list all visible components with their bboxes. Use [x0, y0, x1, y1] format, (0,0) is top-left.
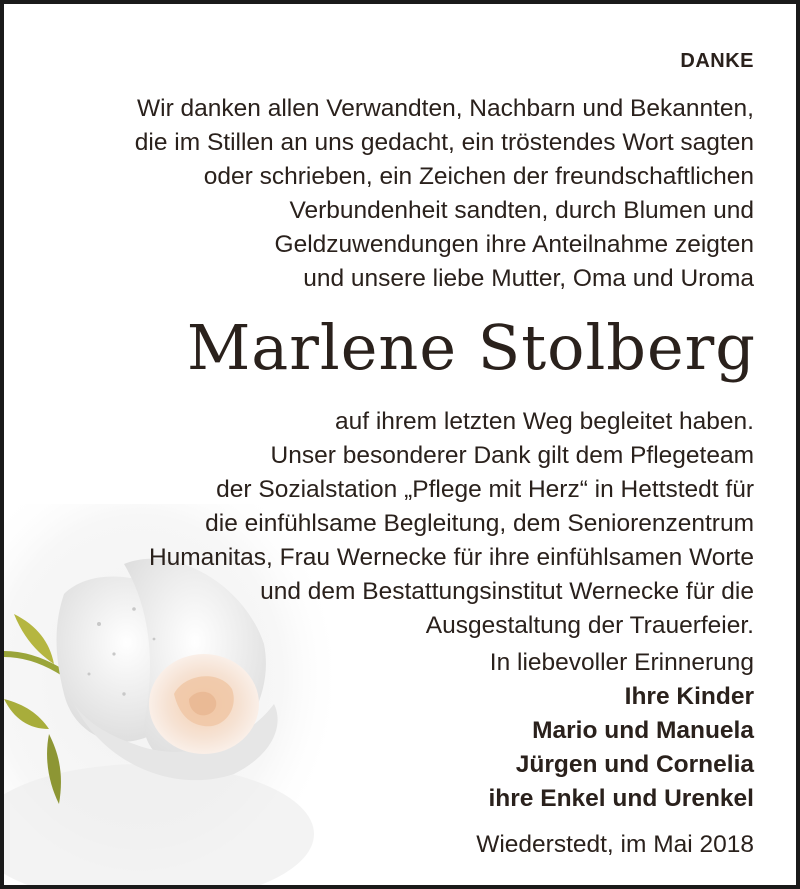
thanks-line: Ausgestaltung der Trauerfeier.	[425, 612, 754, 639]
thanks-line: Humanitas, Frau Wernecke für ihre einfühlsamen Worte	[148, 544, 754, 571]
intro-line: und unsere liebe Mutter, Oma und Uroma	[303, 265, 754, 292]
intro-line: Verbundenheit sandten, durch Blumen und	[289, 197, 754, 224]
signature-block	[489, 646, 755, 816]
notice-heading: DANKE	[680, 50, 754, 72]
intro-line: oder schrieben, ein Zeichen der freundschaftlichen	[203, 163, 754, 190]
thanks-line: und dem Bestattungsinstitut Wernecke für die	[260, 578, 754, 605]
intro-paragraph	[135, 92, 754, 296]
mourner-line: Jürgen und Cornelia	[515, 751, 754, 778]
thanks-line: die einfühlsame Begleitung, dem Seniorenzentrum	[205, 510, 754, 537]
thanks-line: auf ihrem letzten Weg begleitet haben.	[334, 408, 754, 435]
mourner-line: Mario und Manuela	[532, 717, 754, 744]
intro-line: Geldzuwendungen ihre Anteilnahme zeigten	[274, 231, 754, 258]
mourner-line: ihre Enkel und Urenkel	[488, 785, 754, 812]
mourner-line: Ihre Kinder	[624, 683, 754, 710]
thanks-line: der Sozialstation „Pflege mit Herz“ in Hettstedt für	[216, 476, 754, 503]
deceased-name: Marlene Stolberg	[186, 311, 756, 384]
memory-intro: In liebevoller Erinnerung	[489, 649, 754, 676]
thanks-line: Unser besonderer Dank gilt dem Pflegeteam	[270, 442, 754, 469]
place-date: Wiederstedt, im Mai 2018	[476, 831, 754, 858]
intro-line: Wir danken allen Verwandten, Nachbarn und Bekannten,	[137, 95, 754, 122]
thanks-paragraph	[149, 405, 754, 643]
intro-line: die im Stillen an uns gedacht, ein tröstendes Wort sagten	[134, 129, 754, 156]
